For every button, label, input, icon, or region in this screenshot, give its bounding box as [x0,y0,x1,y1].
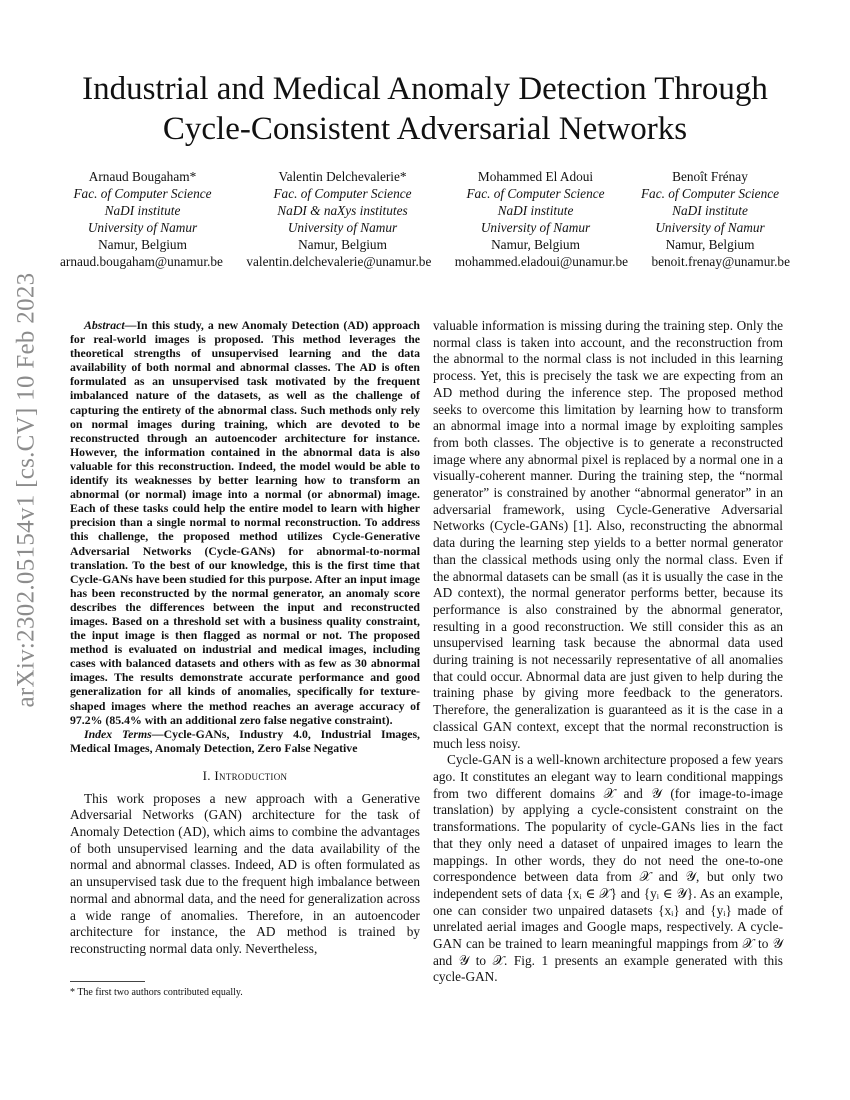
author-1 [60,168,225,253]
abstract [70,318,420,727]
author-university: University of Namur [87,220,198,235]
author-4-email[interactable]: benoit.frenay@unamur.be [651,254,790,269]
index-terms-text: —Cycle-GANs, Industry 4.0, Industrial Images, Medical Images, Anomaly Detection, Zero False Negative [70,726,420,755]
author-3 [448,168,623,253]
author-2 [255,168,430,253]
left-column [70,318,420,958]
author-4 [625,168,795,253]
paper-title: Industrial and Medical Anomaly Detection Through Cycle-Consistent Adversarial Networks [82,71,768,147]
arxiv-identifier-stamp [2,272,50,708]
index-terms-lead: Index Terms [84,726,152,741]
index-terms [70,727,420,755]
author-university: University of Namur [480,220,591,235]
author-3-email[interactable]: mohammed.eladoui@unamur.be [454,254,629,269]
author-name: Mohammed El Adoui [477,169,594,184]
intro-paragraph: This work proposes a new approach with a Generative Adversarial Networks (GAN) architecture for the task of Anomaly Detection (AD), which aims to combine the advantages of both unsupervised learning and the data availability of the normal and abnormal classes. Indeed, AD is often formulated as an unsupervised task due to the frequent high imbalance between normal and abnormal data, and the need for generalization across a wide range of anomalies. Therefore, in an autoencoder architecture for instance, the AD method is trained by reconstructing normal data only. Nevertheless, [70,790,420,956]
author-2-email[interactable]: valentin.delchevalerie@unamur.be [246,254,432,269]
author-location: Namur, Belgium [665,237,755,252]
author-faculty: Fac. of Computer Science [640,186,780,201]
author-institute: NaDI institute [497,203,574,218]
author-faculty: Fac. of Computer Science [466,186,605,201]
arxiv-identifier-text: arXiv:2302.05154v1 [cs.CV] 10 Feb 2023 [12,272,40,708]
author-name: Valentin Delchevalerie* [278,169,407,184]
author-university: University of Namur [287,220,398,235]
author-faculty: Fac. of Computer Science [273,186,412,201]
author-1-email[interactable]: arnaud.bougaham@unamur.be [60,254,223,269]
author-location: Namur, Belgium [491,237,580,252]
author-name: Arnaud Bougaham* [88,169,197,184]
author-name: Benoît Frénay [672,169,748,184]
abstract-lead: Abstract [84,318,125,332]
author-location: Namur, Belgium [98,237,187,252]
body-paragraph-continued: valuable information is missing during the training step. Only the normal class is taken into account, and the reconstruction from the abnormal to the normal class is not included in this learning process. Yet, this is precisely the task we are expecting from an AD method during the inference step. The proposed method seeks to overcome this limitation by learning how to transform an abnormal image into a normal image by exploiting samples from both classes. The objective is to generate a reconstructed image where any abnormal pixel is replaced by a normal one in a visually-coherent manner. During the training step, the “normal generator” is constrained by another “abnormal generator” in an adversarial framework, using Cycle-Generative Adversarial Networks (Cycle-GANs) [1]. Also, reconstructing the abnormal data during the learning step yields to a better normal generator than the classical methods using only the normal class. Even if the abnormal datasets can be small (as it is usually the case in the AD context), the normal generator performs better, because its performance is also constrained by the abnormal generator, resulting in a good reconstruction. We still consider this as an unsupervised learning task because the abnormal data used during training is not necessarily representative of all anomalies that could occur. Abnormal data are just given to help during the training phase by giving more feedback to the generators. Therefore, the generalization is guaranteed as it is the case in a classical GAN context, except that the normal reconstruction is much less noisy. [433,318,783,751]
section-heading-introduction: I. Introduction [202,767,288,783]
author-institute: NaDI institute [672,203,748,218]
author-institute: NaDI institute [104,203,181,218]
abstract-text: —In this study, a new Anomaly Detection (AD) approach for real-world images is proposed. This method leverages the theoretical strengths of unsupervised learning and the data availability of both normal and abnormal classes. The AD is often formulated as an unsupervised task motivated by the frequent imbalanced nature of the datasets, as well as the challenge of capturing the entirety of the abnormal class. Such methods only rely on normal images during training, which are devoted to be reconstructed through an autoencoder architecture for instance. However, the information contained in the abnormal data is also valuable for this reconstruction. Indeed, the model would be able to identify its weaknesses by better learning how to transform an abnormal (or normal) image into a normal (or abnormal) image. Each of these tasks could help the entire model to learn with higher precision than a single normal to normal reconstruction. To address this challenge, the proposed method utilizes Cycle-Generative Adversarial Networks (Cycle-GANs) for abnormal-to-normal translation. To the best of our knowledge, this is the first time that Cycle-GANs have been studied for this purpose. After an input image has been reconstructed by the normal generator, an anomaly score describes the differences between the input and reconstructed images. Based on a threshold set with a business quality constraint, the input image is then flagged as normal or not. The proposed method is evaluated on industrial and medical images, including cases with balanced datasets and others with as few as 30 abnormal images. The results demonstrate accurate performance and good generalization for all kinds of anomalies, specifically for texture-shaped images where the method reaches an average accuracy of 97.2% (85.4% with an additional zero false negative constraint). [70,318,420,727]
cycle-gan-paragraph: Cycle-GAN is a well-known architecture proposed a few years ago. It constitutes an elegant way to learn conditional mappings from two different domains 𝒳 and 𝒴 (for image-to-image translation) by applying a cycle-consistent constraint on the transformations. The popularity of cycle-GANs lies in the fact that they only need a dataset of unpaired images to learn the mappings. In other words, they do not need the one-to-one correspondence between data from 𝒳 and 𝒴, but only two independent sets of data {xᵢ ∈ 𝒳} and {yᵢ ∈ 𝒴}. As an example, one can consider two unpaired datasets {xᵢ} and {yᵢ} made of unrelated aerial images and Google maps, respectively. A cycle-GAN can be trained to learn meaningful mappings from 𝒳 to 𝒴 and 𝒴 to 𝒳. Fig. 1 presents an example generated with this cycle-GAN. [433,752,783,985]
footnote: * The first two authors contributed equally. [70,987,243,998]
right-column [433,318,783,986]
author-emails [60,254,790,270]
author-location: Namur, Belgium [298,237,387,252]
author-institute: NaDI & naXys institutes [277,203,408,218]
author-university: University of Namur [655,220,765,235]
footnote-rule [70,981,145,982]
author-faculty: Fac. of Computer Science [73,186,212,201]
